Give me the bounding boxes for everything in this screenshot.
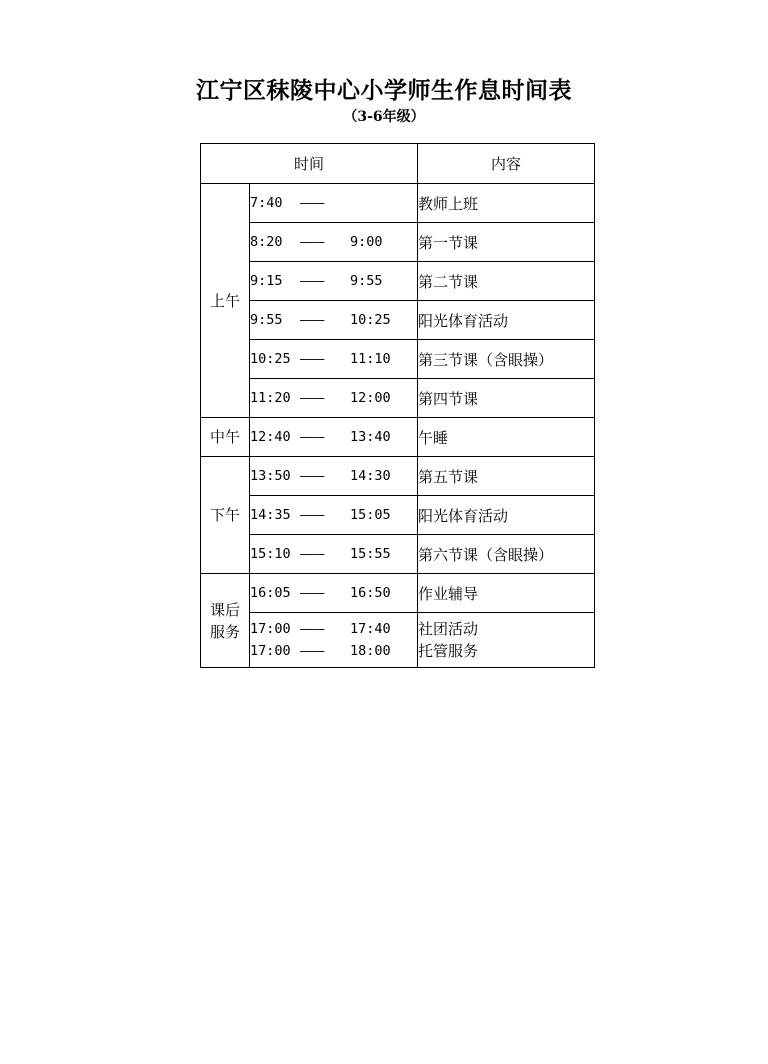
end-time: 9:00 xyxy=(350,234,383,250)
time-cell xyxy=(250,496,418,535)
table-row xyxy=(201,340,595,379)
page-title: 江宁区秣陵中心小学师生作息时间表 xyxy=(196,77,572,104)
time-dash: ——— xyxy=(300,273,325,289)
period-noon: 中午 xyxy=(201,418,250,457)
start-time: 10:25 xyxy=(250,351,291,367)
start-time: 11:20 xyxy=(250,390,291,406)
table-row xyxy=(201,613,595,668)
end-time: 18:00 xyxy=(350,643,391,659)
period-morning: 上午 xyxy=(201,184,250,418)
start-time: 8:20 xyxy=(250,234,283,250)
start-time: 15:10 xyxy=(250,546,291,562)
table-row xyxy=(201,574,595,613)
time-cell xyxy=(250,574,418,613)
start-time: 13:50 xyxy=(250,468,291,484)
activity-cell: 阳光体育活动 xyxy=(418,301,595,340)
activity-cell: 第四节课 xyxy=(418,379,595,418)
start-time: 9:15 xyxy=(250,273,283,289)
time-dash: ——— xyxy=(300,195,325,211)
page-subtitle: （3-6年级） xyxy=(343,109,425,125)
time-dash: ——— xyxy=(300,468,325,484)
time-dash: ——— xyxy=(300,312,325,328)
table-row xyxy=(201,262,595,301)
start-time: 14:35 xyxy=(250,507,291,523)
time-cell xyxy=(250,535,418,574)
activity-cell: 第一节课 xyxy=(418,223,595,262)
time-dash: ——— xyxy=(300,351,325,367)
time-dash: ——— xyxy=(300,507,325,523)
activity-cell: 第二节课 xyxy=(418,262,595,301)
time-cell xyxy=(250,262,418,301)
time-cell xyxy=(250,457,418,496)
activity-cell: 作业辅导 xyxy=(418,574,595,613)
time-cell xyxy=(250,340,418,379)
period-after-school xyxy=(201,574,250,668)
end-time: 12:00 xyxy=(350,390,391,406)
start-time: 7:40 xyxy=(250,195,283,211)
time-cell xyxy=(250,613,418,668)
activity-cell xyxy=(418,613,595,668)
table-row xyxy=(201,184,595,223)
time-line xyxy=(250,640,417,662)
activity-cell: 第五节课 xyxy=(418,457,595,496)
end-time: 16:50 xyxy=(350,585,391,601)
period-afternoon: 下午 xyxy=(201,457,250,574)
start-time: 12:40 xyxy=(250,429,291,445)
table-row xyxy=(201,379,595,418)
start-time: 17:00 xyxy=(250,621,291,637)
activity-cell: 阳光体育活动 xyxy=(418,496,595,535)
end-time: 9:55 xyxy=(350,273,383,289)
time-cell xyxy=(250,223,418,262)
time-dash: ——— xyxy=(300,621,325,637)
time-dash: ——— xyxy=(300,585,325,601)
period-label-line: 课后 xyxy=(209,600,240,619)
time-dash: ——— xyxy=(300,546,325,562)
activity-cell: 午睡 xyxy=(418,418,595,457)
period-label-line: 服务 xyxy=(209,622,240,641)
start-time: 16:05 xyxy=(250,585,291,601)
table-row xyxy=(201,496,595,535)
header-time: 时间 xyxy=(201,144,418,184)
table-row xyxy=(201,418,595,457)
activity-cell: 教师上班 xyxy=(418,184,595,223)
header-content: 内容 xyxy=(418,144,595,184)
time-cell xyxy=(250,418,418,457)
table-row xyxy=(201,457,595,496)
end-time: 10:25 xyxy=(350,312,391,328)
time-cell xyxy=(250,184,418,223)
time-dash: ——— xyxy=(300,643,325,659)
activity-cell: 第六节课（含眼操） xyxy=(418,535,595,574)
time-cell xyxy=(250,379,418,418)
activity-cell: 第三节课（含眼操） xyxy=(418,340,595,379)
activity-line: 社团活动 xyxy=(418,620,479,638)
table-row xyxy=(201,301,595,340)
end-time: 15:55 xyxy=(350,546,391,562)
activity-line: 托管服务 xyxy=(418,642,479,660)
table-row xyxy=(201,223,595,262)
end-time: 15:05 xyxy=(350,507,391,523)
time-dash: ——— xyxy=(300,390,325,406)
header-row xyxy=(201,144,595,184)
time-cell xyxy=(250,301,418,340)
schedule-table xyxy=(200,143,595,668)
end-time: 14:30 xyxy=(350,468,391,484)
time-dash: ——— xyxy=(300,234,325,250)
start-time: 17:00 xyxy=(250,643,291,659)
table-row xyxy=(201,535,595,574)
end-time: 13:40 xyxy=(350,429,391,445)
time-dash: ——— xyxy=(300,429,325,445)
start-time: 9:55 xyxy=(250,312,283,328)
end-time: 17:40 xyxy=(350,621,391,637)
end-time: 11:10 xyxy=(350,351,391,367)
time-line xyxy=(250,618,417,640)
